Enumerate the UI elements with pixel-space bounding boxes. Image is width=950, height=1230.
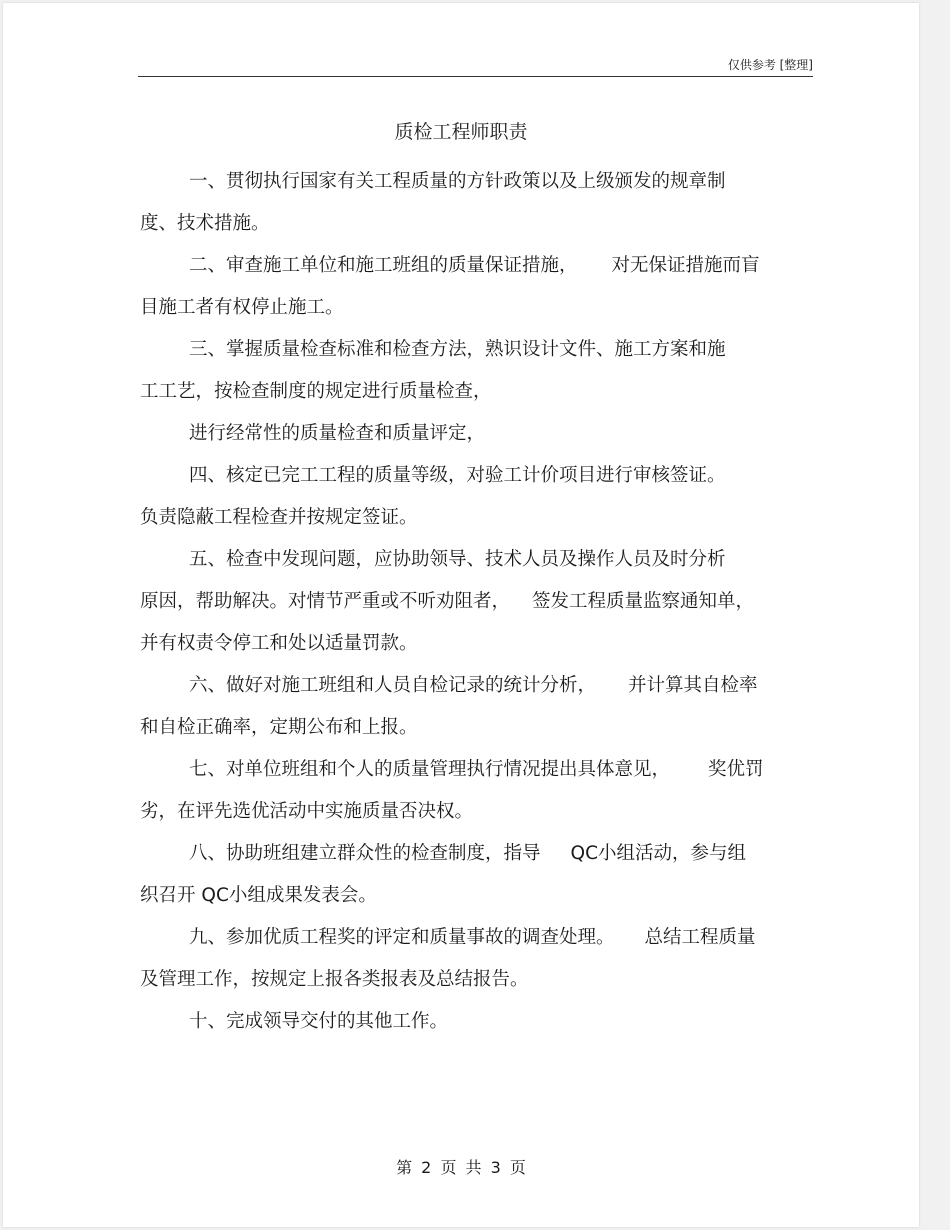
page-header: 仅供参考 [整理] (727, 58, 813, 72)
text-line: 八、协助班组建立群众性的检查制度，指导 QC小组活动，参与组 (189, 843, 746, 864)
text-line: 和自检正确率，定期公布和上报。 (140, 717, 418, 738)
text-line: 度、技术措施。 (140, 213, 270, 234)
document-page (3, 3, 919, 1227)
text-line: 负责隐蔽工程检查并按规定签证。 (140, 507, 418, 528)
page-footer: 第 2 页 共 3 页 (396, 1158, 526, 1177)
text-line: 工工艺，按检查制度的规定进行质量检查， (140, 381, 492, 402)
document-title: 质检工程师职责 (394, 121, 528, 143)
text-line: 九、参加优质工程奖的评定和质量事故的调查处理。 总结工程质量 (189, 927, 756, 948)
text-line: 六、做好对施工班组和人员自检记录的统计分析， 并计算其自检率 (189, 675, 758, 696)
text-line: 十、完成领导交付的其他工作。 (189, 1011, 449, 1032)
text-line: 二、审查施工单位和施工班组的质量保证措施， 对无保证措施而盲 (189, 255, 760, 276)
text-line: 劣，在评先选优活动中实施质量否决权。 (140, 801, 474, 822)
text-line: 七、对单位班组和个人的质量管理执行情况提出具体意见， 奖优罚 (189, 759, 764, 780)
text-line: 四、核定已完工工程的质量等级，对验工计价项目进行审核签证。 (189, 465, 726, 486)
text-line: 三、掌握质量检查标准和检查方法，熟识设计文件、施工方案和施 (189, 339, 726, 360)
text-line: 一、贯彻执行国家有关工程质量的方针政策以及上级颁发的规章制 (189, 171, 726, 192)
text-line: 进行经常性的质量检查和质量评定， (189, 423, 486, 444)
text-line: 及管理工作，按规定上报各类报表及总结报告。 (140, 969, 529, 990)
text-line: 原因，帮助解决。对情节严重或不听劝阻者， 签发工程质量监察通知单， (140, 591, 755, 612)
header-divider (138, 76, 813, 77)
text-line: 织召开 QC小组成果发表会。 (140, 885, 377, 906)
text-line: 五、检查中发现问题，应协助领导、技术人员及操作人员及时分析 (189, 549, 726, 570)
text-line: 并有权责令停工和处以适量罚款。 (140, 633, 418, 654)
document-body (140, 161, 808, 1043)
text-line: 目施工者有权停止施工。 (140, 297, 344, 318)
